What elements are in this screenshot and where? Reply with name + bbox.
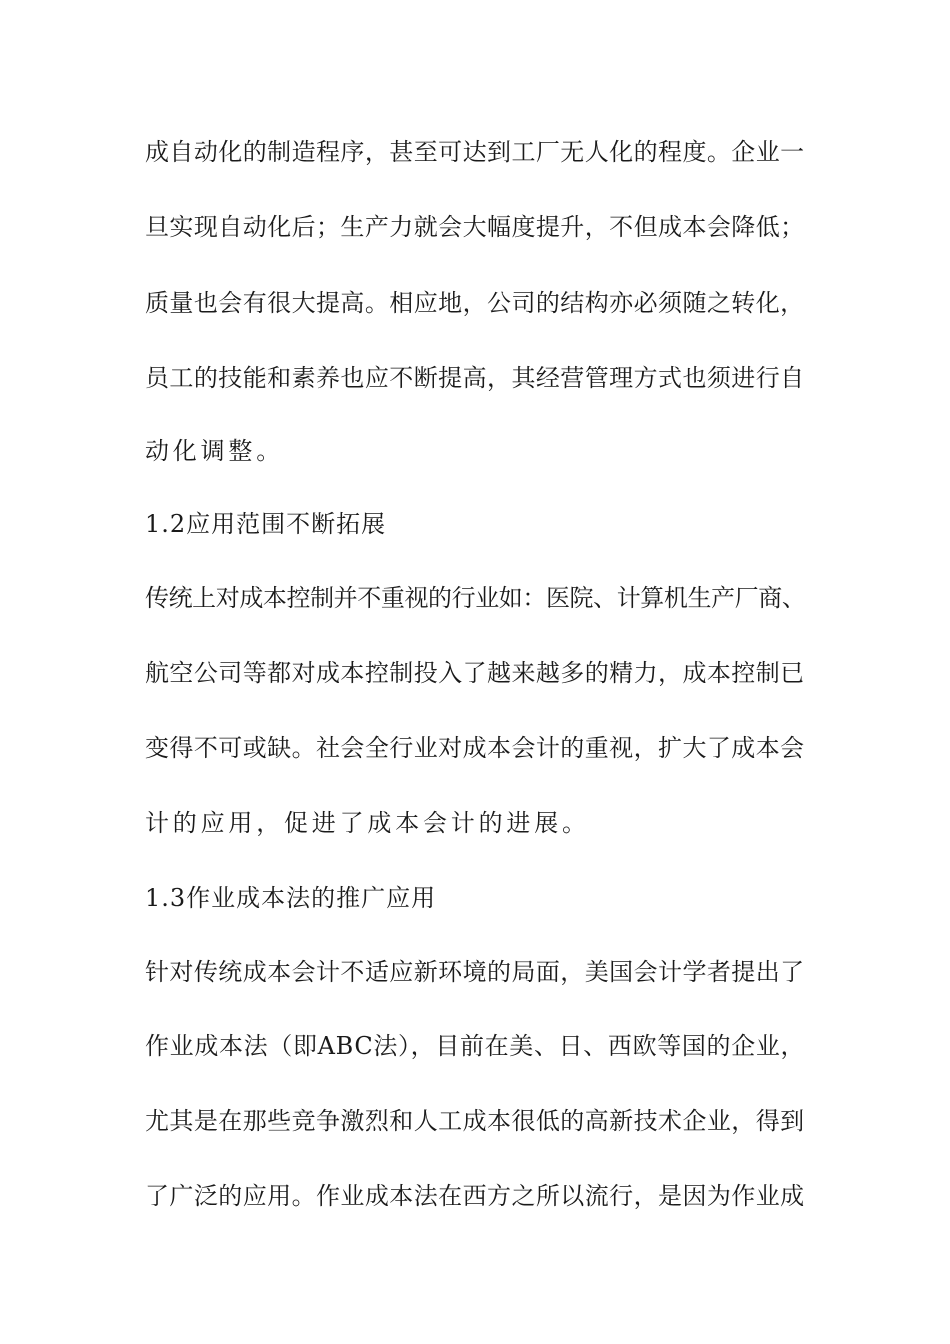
paragraph-1-line-1: 成自动化的制造程序，甚至可达到工厂无人化的程度。企业一 xyxy=(145,138,805,166)
paragraph-1-line-2: 旦实现自动化后；生产力就会大幅度提升，不但成本会降低； xyxy=(145,213,805,241)
paragraph-1-line-5: 动化调整。 xyxy=(145,437,284,465)
section-heading-1-2: 1.2应用范围不断拓展 xyxy=(145,510,387,538)
section-heading-1-3: 1.3作业成本法的推广应用 xyxy=(145,884,437,912)
paragraph-3-line-2: 作业成本法（即ABC法），目前在美、日、西欧等国的企业， xyxy=(145,1032,806,1060)
paragraph-3-line-3: 尤其是在那些竞争激烈和人工成本很低的高新技术企业，得到 xyxy=(145,1107,805,1135)
paragraph-2-line-2: 航空公司等都对成本控制投入了越来越多的精力，成本控制已 xyxy=(145,659,805,687)
paragraph-2-line-1: 传统上对成本控制并不重视的行业如：医院、计算机生产厂商、 xyxy=(145,584,806,612)
paragraph-3-line-4: 了广泛的应用。作业成本法在西方之所以流行，是因为作业成 xyxy=(145,1182,805,1210)
paragraph-3-line-1: 针对传统成本会计不适应新环境的局面，美国会计学者提出了 xyxy=(145,958,805,986)
paragraph-2-line-3: 变得不可或缺。社会全行业对成本会计的重视，扩大了成本会 xyxy=(145,734,805,762)
paragraph-2-line-4: 计的应用，促进了成本会计的进展。 xyxy=(145,809,590,837)
paragraph-1-line-4: 员工的技能和素养也应不断提高，其经营管理方式也须进行自 xyxy=(145,364,805,392)
paragraph-1-line-3: 质量也会有很大提高。相应地，公司的结构亦必须随之转化， xyxy=(145,289,805,317)
